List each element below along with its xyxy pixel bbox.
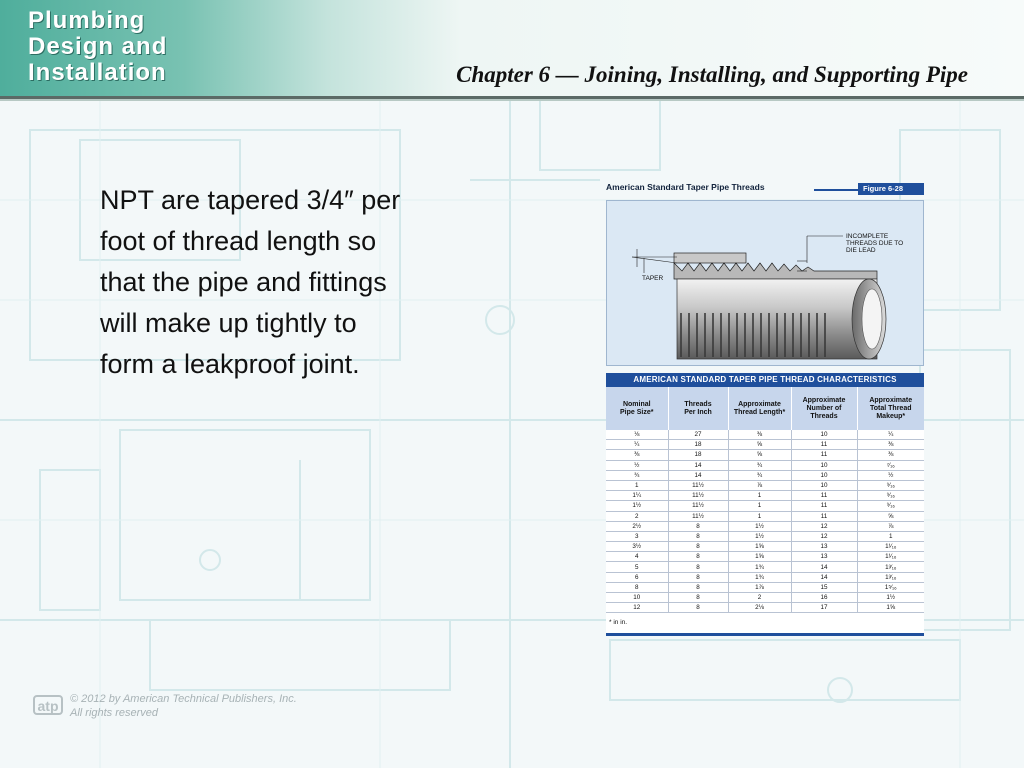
table-cell: 1½ [857,593,924,603]
table-cell: ¼ [606,440,668,450]
table-cell: 1¹⁄₁₆ [857,552,924,562]
taper-annotation: TAPER [642,275,664,282]
table-cell: ¾ [728,470,791,480]
table-cell: 8 [668,552,728,562]
body-line: NPT are tapered 3/4″ per [100,185,401,215]
table-cell: 1 [728,501,791,511]
column-header-line: Per Inch [684,408,712,416]
book-logo [28,8,167,86]
column-header-line: Thread Length* [733,408,786,416]
figure-title-rule [814,189,858,191]
table-cell: 14 [668,470,728,480]
pipe-thread-illustration [606,200,924,366]
copyright-line: All rights reserved [70,707,159,719]
table-cell: 10 [606,593,668,603]
table-cell: 13 [791,542,857,552]
table-cell: 1 [728,491,791,501]
incomplete-threads-leader [797,236,843,271]
column-header [791,387,857,430]
column-header-line: Number of [806,404,842,412]
table-row [606,521,924,531]
table-row [606,430,924,440]
table-cell: 11½ [668,480,728,490]
column-header [728,387,791,430]
table-cell: 1⅝ [728,542,791,552]
body-line: that the pipe and fittings [100,267,387,297]
table-cell: 1¼ [606,491,668,501]
table-cell: 1⅝ [728,552,791,562]
table-cell: ½ [857,470,924,480]
table-cell: 8 [668,562,728,572]
table-cell: 27 [668,430,728,440]
annotation-line: DIE LEAD [846,247,876,254]
table-cell: 8 [668,531,728,541]
table-cell: 1³⁄₁₆ [857,572,924,582]
table-cell: 11 [791,450,857,460]
table-row [606,552,924,562]
table-cell: 11½ [668,491,728,501]
table-row [606,511,924,521]
thread-characteristics-table [606,373,924,636]
chapter-title: Chapter 6 — Joining, Installing, and Supporting Pipe [456,62,968,87]
table-row [606,542,924,552]
column-header-line: Threads [810,412,838,420]
table-cell: 1 [857,531,924,541]
table-cell: 11 [791,501,857,511]
table-cell: 2 [728,593,791,603]
table-cell: ⅞ [728,480,791,490]
table-cell: 1½ [606,501,668,511]
table-row [606,491,924,501]
thread-profile [674,253,877,279]
copyright-line: © 2012 by American Technical Publishers, Inc. [70,693,297,705]
table-cell: ⅜ [857,450,924,460]
table-row [606,562,924,572]
copyright-notice [70,692,297,720]
column-header-line: Pipe Size* [620,408,654,416]
table-row [606,572,924,582]
column-header-line: Threads [684,400,712,408]
table-cell: 17 [791,603,857,613]
body-line: foot of thread length so [100,226,377,256]
table-row [606,582,924,592]
table-row [606,470,924,480]
table-cell: 5 [606,562,668,572]
table-cell: 10 [791,430,857,440]
column-header [857,387,924,430]
annotation-line: THREADS DUE TO [846,240,904,247]
column-header [668,387,728,430]
table-cell: ¼ [857,430,924,440]
column-header-line: Approximate [802,396,846,404]
figure-number: Figure 6-28 [858,183,924,195]
table-row [606,531,924,541]
table-cell: 16 [791,593,857,603]
table-cell: 14 [791,562,857,572]
table-cell: 12 [606,603,668,613]
table-cell: ¾ [728,460,791,470]
table-cell: 11 [791,440,857,450]
table-cell: 1³⁄₁₆ [857,562,924,572]
table-cell: 18 [668,440,728,450]
table-cell: 11 [791,491,857,501]
table-cell: 8 [606,582,668,592]
table-header-row [606,387,924,430]
logo-line: Plumbing [28,7,146,34]
table-cell: 12 [791,531,857,541]
table-cell: 1½ [728,521,791,531]
table-cell: ⁹⁄₁₆ [857,501,924,511]
table-cell: ⅜ [728,430,791,440]
table-cell: 1¹⁄₁₆ [857,542,924,552]
table-cell: ⅛ [606,430,668,440]
table-cell: ⅜ [857,440,924,450]
table-cell: ⅞ [857,521,924,531]
table-row [606,460,924,470]
table-cell: 1⅝ [857,603,924,613]
table-body [606,430,924,613]
table-cell: ⅝ [857,511,924,521]
characteristics-table [606,387,924,613]
column-header-line: Makeup* [876,412,906,420]
table-cell: ⁹⁄₁₆ [857,491,924,501]
table-row [606,501,924,511]
table-cell: 13 [791,552,857,562]
table-cell: ½ [606,460,668,470]
table-cell: 6 [606,572,668,582]
table-cell: ⅝ [728,440,791,450]
table-cell: 2½ [606,521,668,531]
table-cell: 11½ [668,511,728,521]
column-header-line: Total Thread [870,404,912,412]
column-header-line: Nominal [622,400,651,408]
table-cell: 8 [668,593,728,603]
table-cell: 1¾ [728,562,791,572]
table-title: AMERICAN STANDARD TAPER PIPE THREAD CHARACTERISTICS [606,373,924,387]
table-cell: 10 [791,480,857,490]
table-cell: 8 [668,582,728,592]
figure-header [606,182,924,198]
column-header [606,387,668,430]
incomplete-threads-annotation [846,233,903,254]
table-cell: 10 [791,470,857,480]
figure-title: American Standard Taper Pipe Threads [606,182,765,192]
table-cell: 3 [606,531,668,541]
table-cell: ⅜ [606,450,668,460]
table-cell: 14 [791,572,857,582]
table-cell: 8 [668,603,728,613]
table-cell: ⁹⁄₁₆ [857,480,924,490]
body-line: will make up tightly to [100,308,357,338]
logo-line: Installation [28,59,167,86]
table-cell: ¾ [606,470,668,480]
table-row [606,593,924,603]
table-cell: 8 [668,521,728,531]
table-cell: 10 [791,460,857,470]
header-divider-light [0,99,1024,101]
logo-line: Design and [28,33,168,60]
table-cell: 1½ [728,531,791,541]
table-cell: 15 [791,582,857,592]
table-cell: 3½ [606,542,668,552]
taper-dimension [632,249,677,273]
table-cell: 2⅛ [728,603,791,613]
slide-body-text [100,180,500,385]
table-cell: 12 [791,521,857,531]
annotation-line: INCOMPLETE [846,233,889,240]
table-cell: 4 [606,552,668,562]
table-cell: 1¾ [728,572,791,582]
table-cell: 1⁵⁄₁₆ [857,582,924,592]
figure-taper-pipe-threads [606,182,924,366]
column-header-line: Approximate [869,396,913,404]
table-cell: 14 [668,460,728,470]
table-cell: 1 [606,480,668,490]
table-cell: 1⅞ [728,582,791,592]
table-cell: 2 [606,511,668,521]
table-cell: 8 [668,572,728,582]
table-cell: 11 [791,511,857,521]
table-cell: ⅝ [728,450,791,460]
table-row [606,603,924,613]
table-cell: 1 [728,511,791,521]
table-row [606,440,924,450]
table-cell: 11½ [668,501,728,511]
table-row [606,450,924,460]
table-cell: 18 [668,450,728,460]
body-line: form a leakproof joint. [100,349,360,379]
table-row [606,480,924,490]
publisher-logo: atp [33,695,63,715]
table-footnote: * in in. [606,613,924,636]
table-cell: ⁷⁄₁₆ [857,460,924,470]
column-header-line: Approximate [738,400,781,408]
table-cell: 8 [668,542,728,552]
